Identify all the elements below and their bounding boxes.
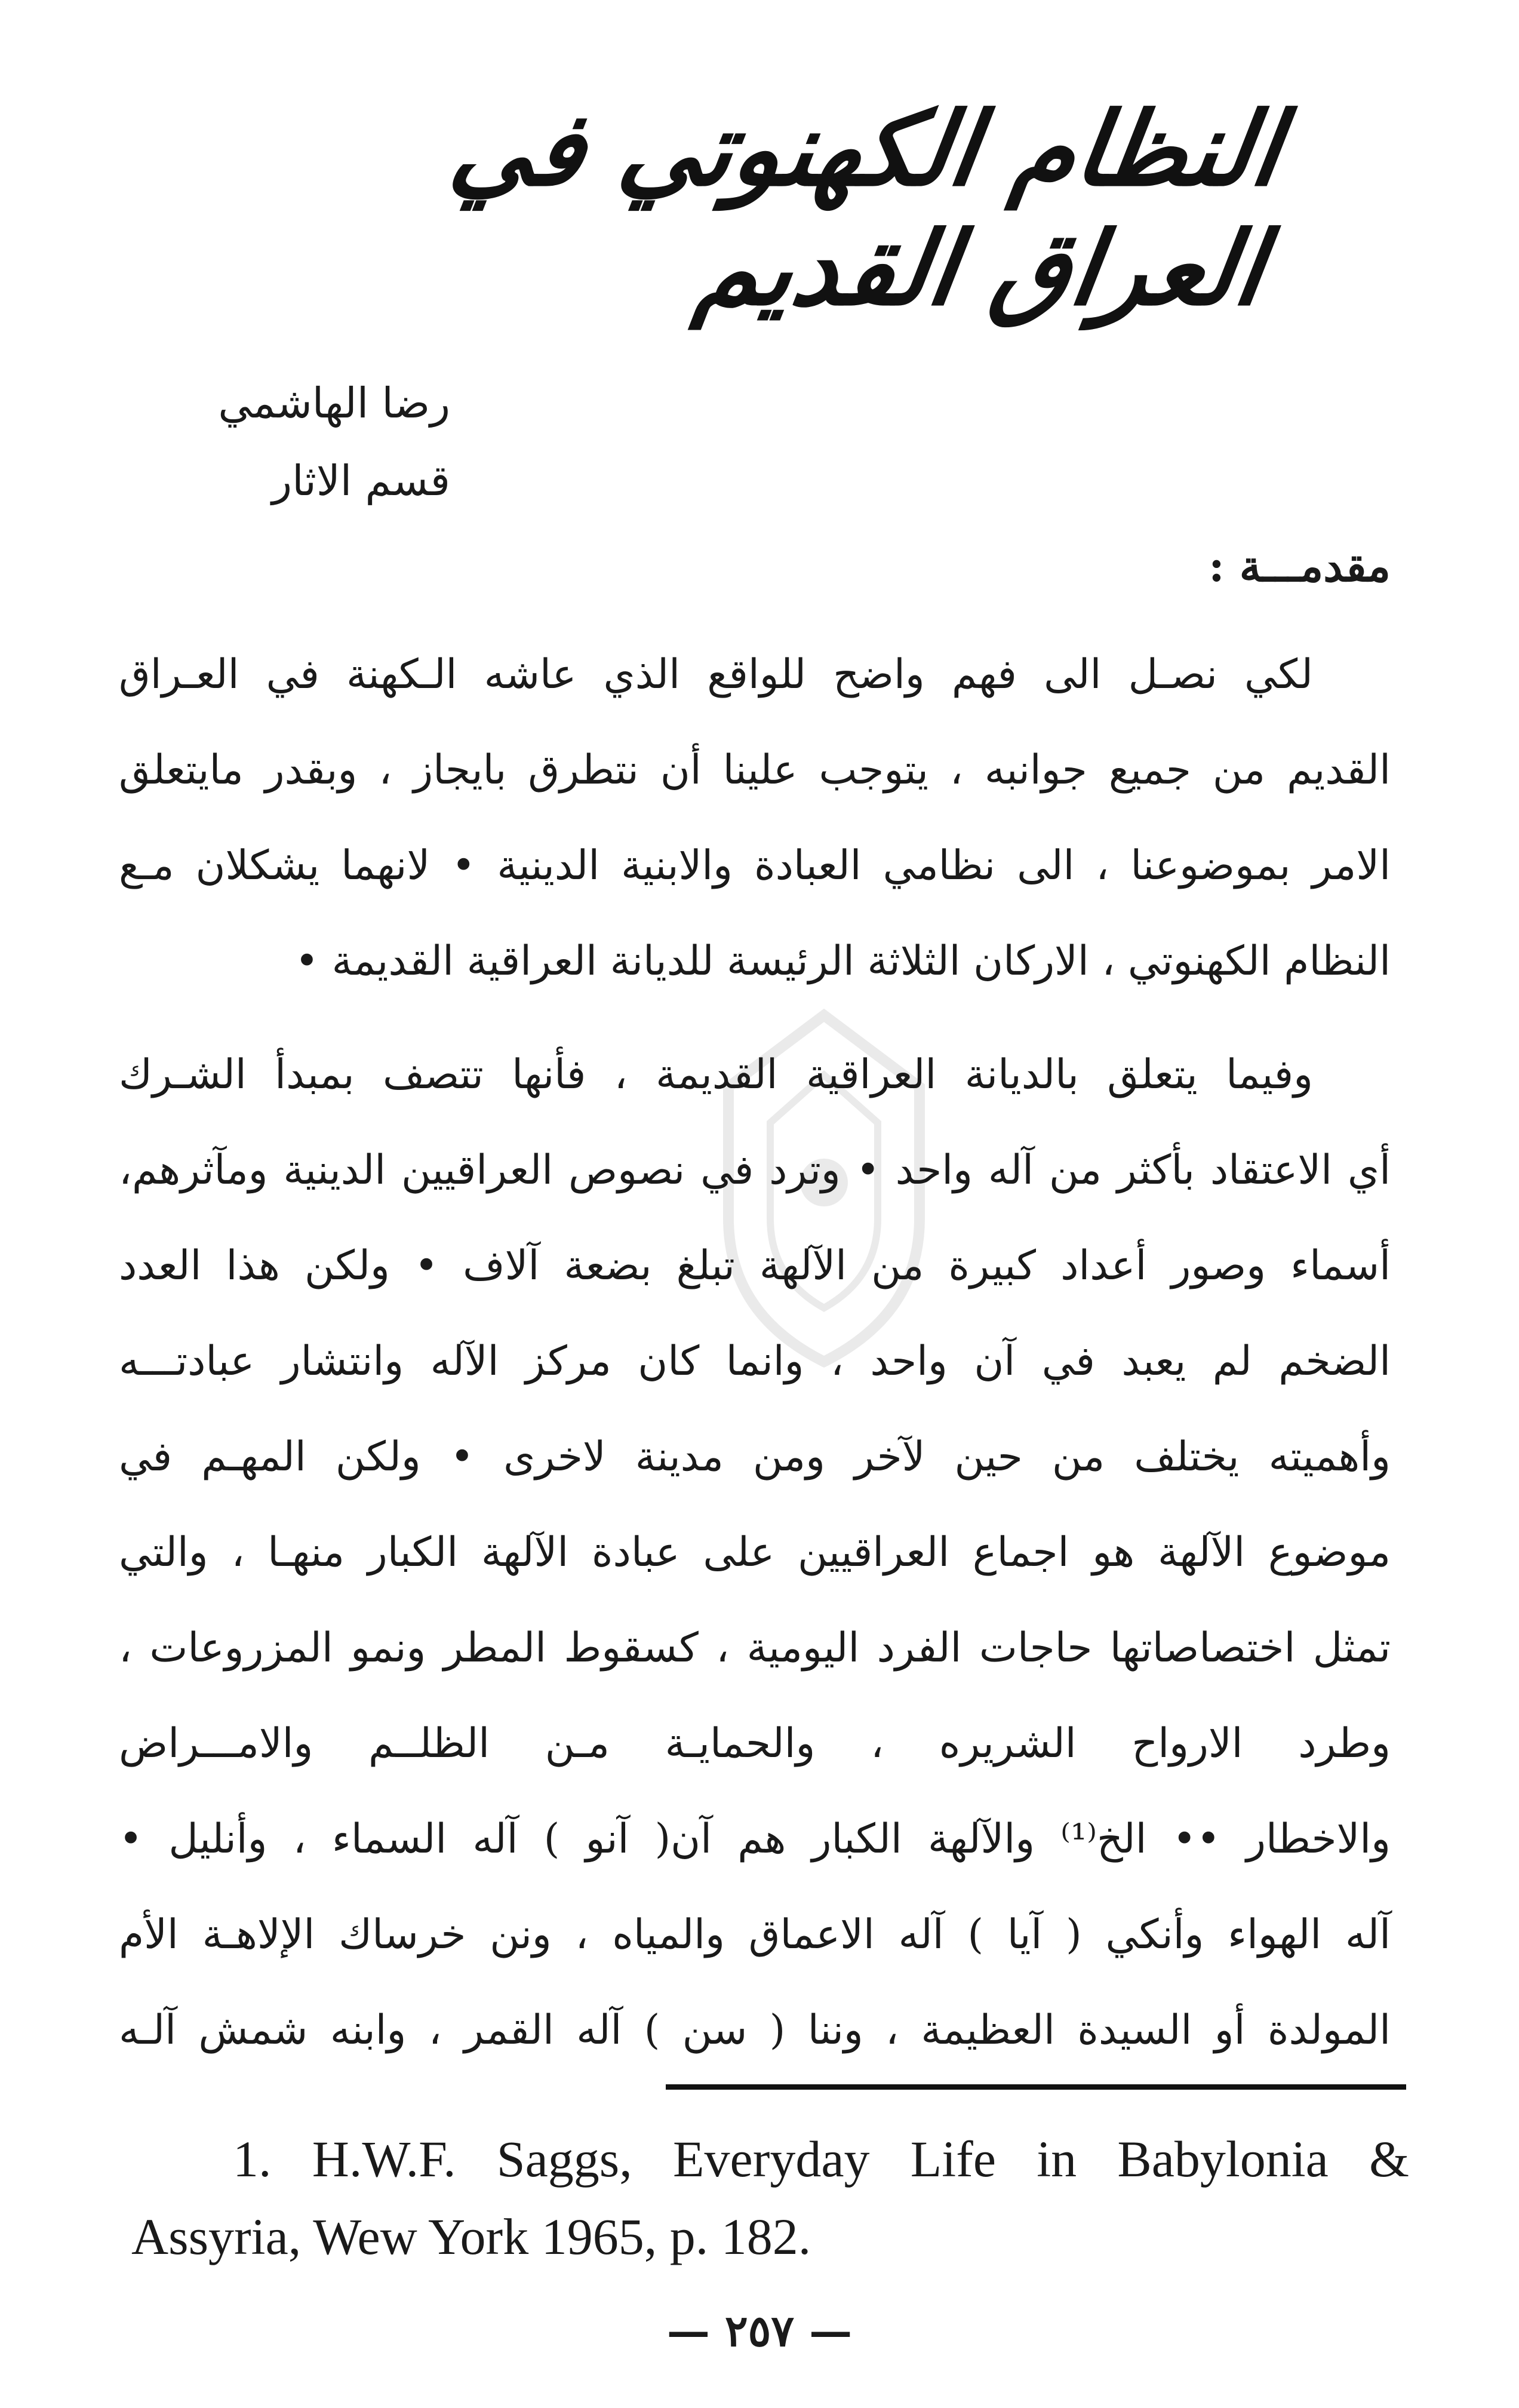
author-name: رضا الهاشمي xyxy=(218,379,450,428)
text-line: وفيما يتعلق بالديانة العراقية القديمة ، فأنها تتصف بمبدأ الشـرك xyxy=(119,1051,1313,1098)
text-line: الامر بموضوعنا ، الى نظامي العبادة والابنية الدينية • لانهما يشكلان مـع xyxy=(119,842,1391,889)
text-line: موضوع الآلهة هو اجماع العراقيين على عبادة الآلهة الكبار منهـا ، والتي xyxy=(119,1529,1391,1576)
text-line: والاخطار •• الخ⁽¹⁾ والآلهة الكبار هم آن( آنو ) آله السماء ، وأنليل • xyxy=(119,1816,1391,1863)
footnote-line: 1. H.W.F. Saggs, Everyday Life in Babylonia & xyxy=(233,2130,1409,2188)
text-line: تمثل اختصاصاتها حاجات الفرد اليومية ، كسقوط المطر ونمو المزروعات ، xyxy=(119,1624,1391,1672)
article-body xyxy=(119,627,1391,2078)
text-line: لكي نصـل الى فهم واضح للواقع الذي عاشه الـكهنة في العـراق xyxy=(119,651,1313,698)
text-line: القديم من جميع جوانبه ، يتوجب علينا أن نتطرق بايجاز ، وبقدر مايتعلق xyxy=(119,747,1391,794)
footnote xyxy=(131,2120,1409,2275)
text-line: أسماء وصور أعداد كبيرة من الآلهة تبلغ بضعة آلاف • ولكن هذا العدد xyxy=(119,1242,1391,1289)
text-line: النظام الكهنوتي ، الاركان الثلاثة الرئيسة للديانة العراقية القديمة • xyxy=(294,938,1391,985)
author-department: قسم الاثار xyxy=(272,456,450,505)
text-line: وأهميته يختلف من حين لآخر ومن مدينة لاخرى • ولكن المهـم في xyxy=(119,1433,1391,1481)
paragraph xyxy=(119,627,1391,1009)
page-number: — ٢٥٧ — xyxy=(666,2305,853,2356)
text-line: الضخم لم يعبد في آن واحد ، وانما كان مركز الآله وانتشار عبادتـــه xyxy=(119,1338,1391,1385)
text-line: آله الهواء وأنكي ( آيا ) آله الاعماق والمياه ، ونن خرساك الإلاهـة الأم xyxy=(119,1911,1391,1958)
text-line: أي الاعتقاد بأكثر من آله واحد • وترد في نصوص العراقيين الدينية ومآثرهم، xyxy=(119,1147,1391,1194)
article-title: النظام الكهنوتي في العراق القديم xyxy=(443,90,1289,328)
footnote-divider xyxy=(666,2084,1406,2090)
text-line: وطرد الارواح الشريره ، والحمايـة مـن الظلــم والامـــراض xyxy=(119,1720,1391,1767)
author-block xyxy=(0,364,450,520)
paragraph xyxy=(119,1027,1391,2078)
section-heading: مقدمـــة : xyxy=(1209,540,1391,591)
text-line: المولدة أو السيدة العظيمة ، وننا ( سن ) آله القمر ، وابنه شمش آلـه xyxy=(119,2007,1391,2054)
footnote-line: Assyria, Wew York 1965, p. 182. xyxy=(131,2208,811,2265)
